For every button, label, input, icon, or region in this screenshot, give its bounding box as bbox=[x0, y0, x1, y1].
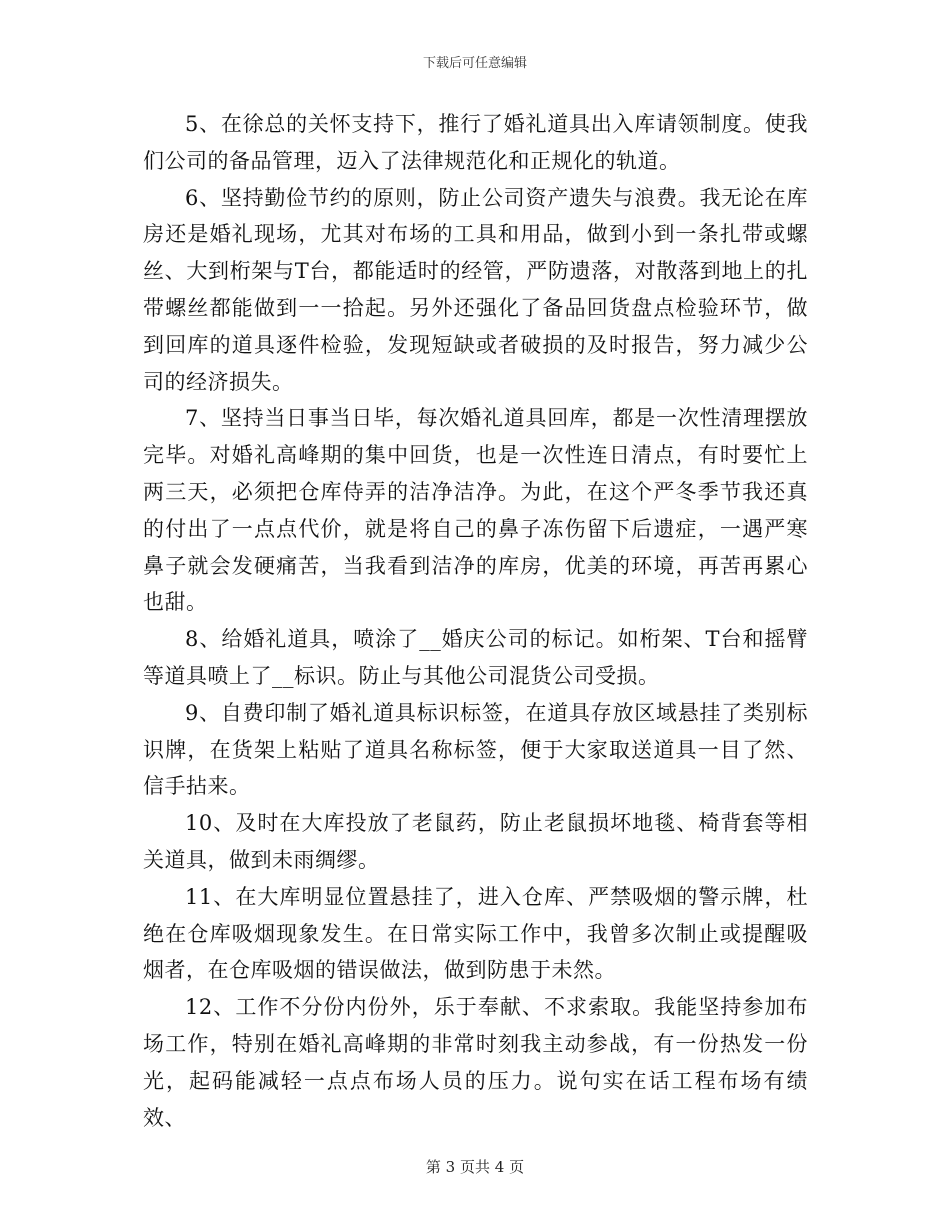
paragraph-item-5: 5、在徐总的关怀支持下，推行了婚礼道具出入库请领制度。使我们公司的备品管理，迈入了法律规范化和正规化的轨道。 bbox=[143, 112, 808, 173]
paragraph-item-12: 12、工作不分份内份外，乐于奉献、不求索取。我能坚持参加布场工作，特别在婚礼高峰期的非常时刻我主动参战，有一份热发一份光，起码能减轻一点点布场人员的压力。说句实在话工程布场有绩效、 bbox=[143, 995, 808, 1130]
paragraph-item-8: 8、给婚礼道具，喷涂了__婚庆公司的标记。如桁架、T台和摇臂等道具喷上了__标识。防止与其他公司混货公司受损。 bbox=[143, 627, 808, 688]
page-header: 下载后可任意编辑 bbox=[422, 56, 527, 71]
page-number-footer: 第 3 页共 4 页 bbox=[425, 1158, 525, 1176]
paragraph-item-6: 6、坚持勤俭节约的原则，防止公司资产遗失与浪费。我无论在库房还是婚礼现场，尤其对布场的工具和用品，做到小到一条扎带或螺丝、大到桁架与T台，都能适时的经管，严防遗落，对散落到地上的扎带螺丝都能做到一一拾起。另外还强化了备品回货盘点检验环节，做到回库的道具逐件检验，发现短缺或者破损的及时报告，努力减少公司的经济损失。 bbox=[143, 185, 808, 394]
paragraph-item-11: 11、在大库明显位置悬挂了，进入仓库、严禁吸烟的警示牌，杜绝在仓库吸烟现象发生。在日常实际工作中，我曾多次制止或提醒吸烟者，在仓库吸烟的错误做法，做到防患于未然。 bbox=[143, 884, 808, 983]
paragraph-item-9: 9、自费印制了婚礼道具标识标签，在道具存放区域悬挂了类别标识牌，在货架上粘贴了道具名称标签，便于大家取送道具一目了然、信手拈来。 bbox=[143, 700, 808, 799]
paragraph-item-7: 7、坚持当日事当日毕，每次婚礼道具回库，都是一次性清理摆放完毕。对婚礼高峰期的集中回货，也是一次性连日清点，有时要忙上两三天，必须把仓库侍弄的洁净洁净。为此，在这个严冬季节我还真的付出了一点点代价，就是将自己的鼻子冻伤留下后遗症，一遇严寒鼻子就会发硬痛苦，当我看到洁净的库房，优美的环境，再苦再累心也甜。 bbox=[143, 406, 808, 615]
paragraph-item-10: 10、及时在大库投放了老鼠药，防止老鼠损坏地毯、椅背套等相关道具，做到未雨绸缪。 bbox=[143, 811, 808, 872]
document-body bbox=[143, 106, 808, 1136]
